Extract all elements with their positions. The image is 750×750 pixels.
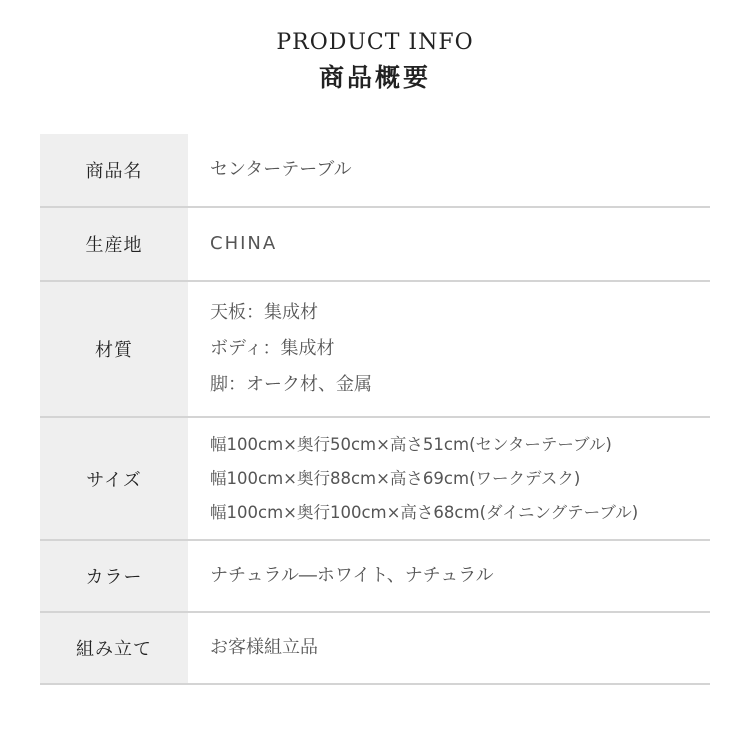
spec-row-color — [40, 541, 710, 613]
spec-value — [188, 282, 710, 416]
spec-label: カラー — [40, 541, 188, 611]
spec-value-line: ボディ：集成材 — [210, 338, 335, 359]
spec-value-line: 幅100cm×奥行50cm×高さ51cm(センターテーブル) — [210, 434, 612, 454]
spec-value — [188, 134, 710, 206]
spec-value — [188, 541, 710, 611]
page-title-en: PRODUCT INFO — [276, 30, 474, 55]
spec-value-line: 幅100cm×奥行100cm×高さ68cm(ダイニングテーブル) — [210, 502, 639, 522]
spec-value — [188, 613, 710, 683]
spec-row-assembly — [40, 613, 710, 685]
spec-label: 材質 — [40, 282, 188, 416]
spec-value-line: 脚：オーク材、金属 — [210, 374, 372, 395]
spec-value-line: ナチュラル―ホワイト、ナチュラル — [210, 565, 494, 586]
spec-row-size — [40, 418, 710, 541]
page-title-ja: 商品概要 — [318, 63, 431, 92]
spec-label: 生産地 — [40, 208, 188, 280]
spec-value-line: CHINA — [210, 233, 278, 254]
spec-value-line: 幅100cm×奥行88cm×高さ69cm(ワークデスク) — [210, 468, 581, 488]
spec-label: サイズ — [40, 418, 188, 539]
product-spec-table — [40, 134, 710, 685]
spec-value-line: センターテーブル — [210, 159, 352, 180]
spec-row-origin — [40, 208, 710, 282]
spec-value-line: お客様組立品 — [210, 637, 318, 658]
spec-label: 組み立て — [40, 613, 188, 683]
spec-row-product-name — [40, 134, 710, 208]
spec-row-material — [40, 282, 710, 418]
spec-label: 商品名 — [40, 134, 188, 206]
spec-value — [188, 208, 710, 280]
page-header — [0, 28, 750, 96]
spec-value — [188, 418, 710, 539]
spec-value-line: 天板：集成材 — [210, 302, 318, 323]
